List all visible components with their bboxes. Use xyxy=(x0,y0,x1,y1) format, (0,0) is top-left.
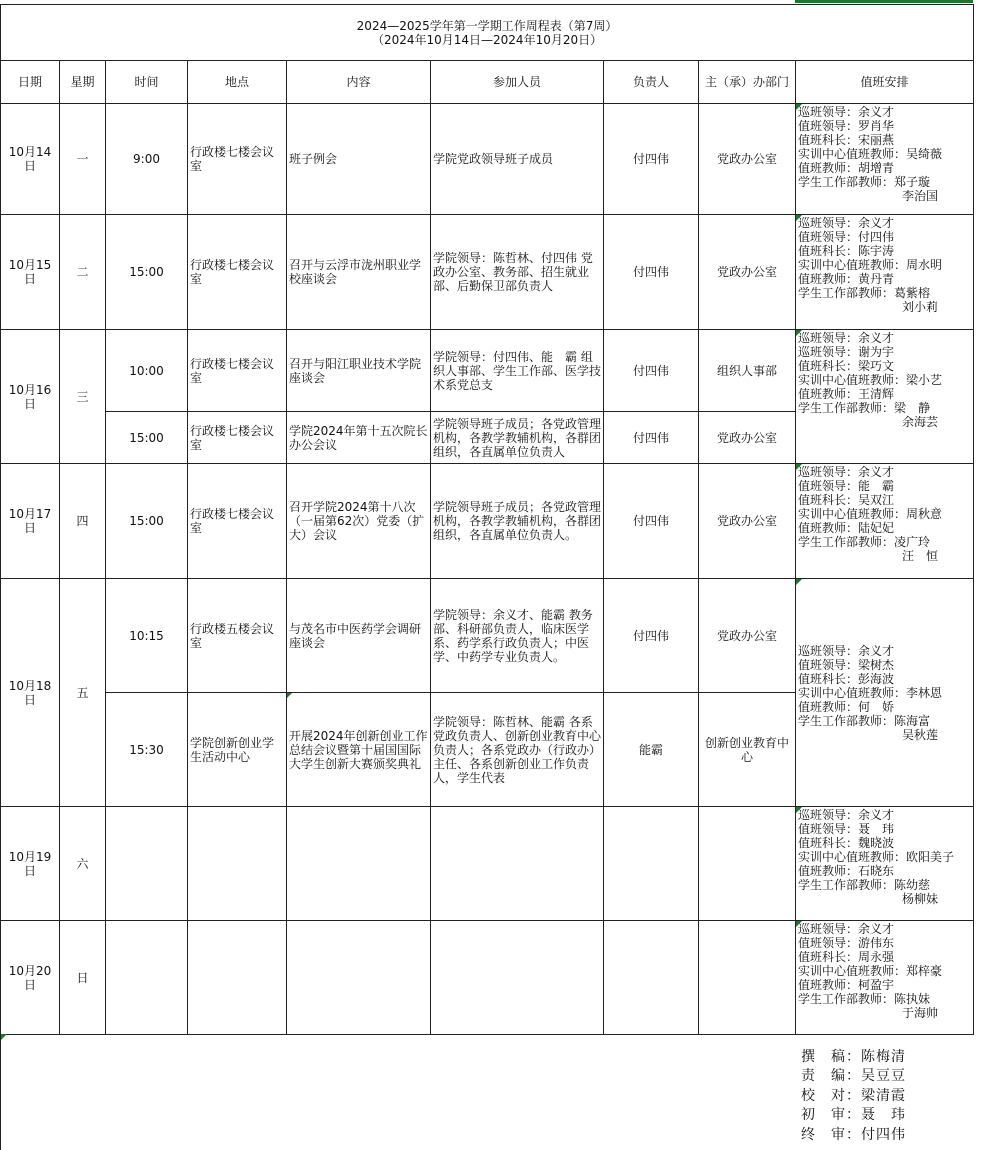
duty-cell xyxy=(796,104,974,215)
duty-line: 值班教师：王清辉 xyxy=(798,387,895,401)
place-cell xyxy=(188,921,287,1035)
place-cell xyxy=(188,807,287,921)
date-cell: 10月19日 xyxy=(1,807,60,921)
credit-role: 责 编 xyxy=(801,1068,846,1085)
content-cell: 召开学院2024第十八次（一届第62次）党委（扩大）会议 xyxy=(287,464,431,579)
duty-line: 值班科长：魏晓波 xyxy=(798,836,895,850)
duty-line: 学生工作部教师：葛紫榕 xyxy=(798,286,931,300)
leader-cell: 付四伟 xyxy=(604,412,699,464)
date-cell: 10月14日 xyxy=(1,104,60,215)
duty-line: 于海帅 xyxy=(902,1006,939,1020)
time-cell: 15:00 xyxy=(106,412,188,464)
comment-marker-icon xyxy=(796,807,802,813)
duty-line: 值班科长：梁巧文 xyxy=(798,359,895,373)
header-date: 日期 xyxy=(1,61,60,104)
duty-line: 余海芸 xyxy=(902,415,939,429)
duty-line: 实训中心值班教师：吴绮薇 xyxy=(798,147,943,161)
weekday-cell: 三 xyxy=(60,330,106,464)
duty-line: 巡班领导：余义才 xyxy=(798,808,895,822)
content-cell: 召开与阳江职业技术学院座谈会 xyxy=(287,330,431,412)
duty-line: 实训中心值班教师：周秋意 xyxy=(798,507,943,521)
date-cell: 10月16日 xyxy=(1,330,60,464)
duty-line: 值班教师：何 娇 xyxy=(798,699,895,714)
duty-line: 学生工作部教师：凌广玲 xyxy=(798,535,931,549)
duty-cell xyxy=(796,464,974,579)
comment-marker-icon xyxy=(796,104,802,110)
table-row xyxy=(1,579,974,693)
editorial-credits xyxy=(801,1048,906,1145)
comment-marker-icon xyxy=(796,215,802,221)
leader-cell: 付四伟 xyxy=(604,464,699,579)
header-dept: 主（承）办部门 xyxy=(699,61,796,104)
dept-cell: 创新创业教育中心 xyxy=(699,693,796,807)
duty-line: 值班领导：梁树杰 xyxy=(798,657,895,672)
leader-cell: 能霸 xyxy=(604,693,699,807)
weekday-cell: 一 xyxy=(60,104,106,215)
comment-marker-icon xyxy=(796,921,802,927)
header-duty: 值班安排 xyxy=(796,61,974,104)
place-cell: 行政楼七楼会议室 xyxy=(188,104,287,215)
duty-line: 巡班领导：余义才 xyxy=(798,922,895,936)
dept-cell: 党政办公室 xyxy=(699,104,796,215)
duty-line: 吴秋莲 xyxy=(902,727,939,742)
content-cell xyxy=(287,921,431,1035)
credit-name: 聂 玮 xyxy=(861,1107,906,1124)
duty-line: 巡班领导：余义才 xyxy=(798,643,895,658)
cell-selection-mark xyxy=(795,0,973,3)
title-line-1: 2024—2025学年第一学期工作周程表（第7周） xyxy=(356,18,618,33)
duty-line: 值班科长：彭海波 xyxy=(798,671,895,686)
duty-line: 值班领导：能 霸 xyxy=(798,479,895,493)
content-cell: 学院2024年第十五次院长办公会议 xyxy=(287,412,431,464)
duty-line: 学生工作部教师：梁 静 xyxy=(798,401,931,415)
participants-cell: 学院领导：陈哲林、付四伟 党政办公室、教务部、招生就业部、后勤保卫部负责人 xyxy=(431,215,604,330)
table-row xyxy=(1,921,974,1035)
credit-role: 校 对 xyxy=(801,1087,846,1104)
dept-cell xyxy=(699,921,796,1035)
place-cell: 行政楼七楼会议室 xyxy=(188,464,287,579)
duty-line: 值班教师：石晓东 xyxy=(798,864,895,878)
header-place: 地点 xyxy=(188,61,287,104)
weekday-cell: 二 xyxy=(60,215,106,330)
duty-line: 学生工作部教师：陈海富 xyxy=(798,713,931,728)
duty-cell xyxy=(796,330,974,464)
dept-cell: 组织人事部 xyxy=(699,330,796,412)
credit-row: 终 审：付四伟 xyxy=(801,1126,906,1143)
table-row xyxy=(1,215,974,330)
header-weekday: 星期 xyxy=(60,61,106,104)
duty-line: 值班领导：游伟东 xyxy=(798,936,895,950)
duty-line: 实训中心值班教师：周水明 xyxy=(798,258,943,272)
duty-line: 实训中心值班教师：李林恩 xyxy=(798,685,943,700)
header-leader: 负责人 xyxy=(604,61,699,104)
duty-cell xyxy=(796,921,974,1035)
duty-line: 巡班领导：余义才 xyxy=(798,465,895,479)
leader-cell: 付四伟 xyxy=(604,330,699,412)
comment-marker-icon xyxy=(796,330,802,336)
date-cell: 10月20日 xyxy=(1,921,60,1035)
time-cell: 10:15 xyxy=(106,579,188,693)
content-cell: 召开与云浮市泷州职业学校座谈会 xyxy=(287,215,431,330)
comment-marker-icon xyxy=(1,1034,7,1040)
content-cell: 班子例会 xyxy=(287,104,431,215)
duty-line: 学生工作部教师：陈执妹 xyxy=(798,992,931,1006)
participants-cell: 学院领导：余义才、能霸 教务部、科研部负责人，临床医学系、药学系行政负责人；中医学、中药学专业负责人。 xyxy=(431,579,604,693)
leader-cell xyxy=(604,807,699,921)
time-cell: 15:00 xyxy=(106,464,188,579)
weekday-cell: 五 xyxy=(60,579,106,807)
duty-line: 巡班领导：谢为宇 xyxy=(798,345,895,359)
credit-name: 付四伟 xyxy=(861,1126,906,1143)
table-row xyxy=(1,464,974,579)
participants-cell: 学院党政领导班子成员 xyxy=(431,104,604,215)
duty-line: 实训中心值班教师：欧阳美子 xyxy=(798,850,955,864)
schedule-title xyxy=(1,5,974,61)
duty-line: 值班科长：周永强 xyxy=(798,950,895,964)
time-cell: 15:00 xyxy=(106,215,188,330)
credit-role: 撰 稿 xyxy=(801,1049,846,1065)
duty-line: 李治国 xyxy=(902,189,939,203)
weekday-cell: 日 xyxy=(60,921,106,1035)
duty-line: 刘小莉 xyxy=(902,300,939,314)
participants-cell xyxy=(431,807,604,921)
duty-line: 实训中心值班教师：郑梓豪 xyxy=(798,964,943,978)
header-participants: 参加人员 xyxy=(431,61,604,104)
place-cell: 行政楼七楼会议室 xyxy=(188,330,287,412)
duty-line: 值班科长：宋丽燕 xyxy=(798,133,895,147)
duty-line: 巡班领导：余义才 xyxy=(798,331,895,345)
comment-marker-icon xyxy=(796,579,802,585)
leader-cell: 付四伟 xyxy=(604,579,699,693)
duty-line: 值班领导：付四伟 xyxy=(798,230,895,244)
credit-row: 责 编：吴豆豆 xyxy=(801,1068,906,1085)
duty-line: 值班教师：胡增青 xyxy=(798,161,895,175)
duty-cell xyxy=(796,807,974,921)
credit-row: 撰 稿：陈梅清 xyxy=(801,1049,906,1065)
table-row xyxy=(1,807,974,921)
date-cell: 10月18日 xyxy=(1,579,60,807)
leader-cell: 付四伟 xyxy=(604,215,699,330)
credit-row: 校 对：梁清霞 xyxy=(801,1087,906,1104)
header-content: 内容 xyxy=(287,61,431,104)
duty-line: 学生工作部教师：陈幼慈 xyxy=(798,878,931,892)
content-text: 开展2024年创新创业工作总结会议暨第十届国国际大学生创新大赛颁奖典礼 xyxy=(289,728,428,771)
place-cell: 学院创新创业学生活动中心 xyxy=(188,693,287,807)
duty-cell xyxy=(796,579,974,807)
duty-cell xyxy=(796,215,974,330)
credit-row: 初 审：聂 玮 xyxy=(801,1107,906,1124)
comment-marker-icon xyxy=(287,693,293,699)
leader-cell: 付四伟 xyxy=(604,104,699,215)
participants-cell xyxy=(431,921,604,1035)
header-time: 时间 xyxy=(106,61,188,104)
participants-cell: 学院领导：付四伟、能 霸 组织人事部、学生工作部、医学技术系党总支 xyxy=(431,330,604,412)
credit-name: 吴豆豆 xyxy=(861,1068,906,1085)
table-row xyxy=(1,330,974,412)
dept-cell xyxy=(699,807,796,921)
duty-line: 实训中心值班教师：梁小艺 xyxy=(798,373,943,387)
leader-cell xyxy=(604,921,699,1035)
duty-line: 值班领导：罗肖华 xyxy=(798,119,895,133)
duty-line: 值班教师：柯盈宇 xyxy=(798,978,895,992)
participants-cell: 学院领导班子成员；各党政管理机构，各教学教辅机构，各群团组织，各直属单位负责人 xyxy=(431,412,604,464)
duty-line: 值班教师：陆妃妃 xyxy=(798,521,895,535)
duty-line: 学生工作部教师：郑子璇 xyxy=(798,175,931,189)
credit-role: 终 审 xyxy=(801,1126,846,1143)
duty-line: 值班科长：陈宇涛 xyxy=(798,244,895,258)
weekly-schedule-table xyxy=(0,4,974,1035)
dept-cell: 党政办公室 xyxy=(699,215,796,330)
time-cell xyxy=(106,921,188,1035)
weekday-cell: 四 xyxy=(60,464,106,579)
duty-line: 汪 恒 xyxy=(902,549,939,563)
duty-line: 值班领导：聂 玮 xyxy=(798,822,895,836)
duty-line: 巡班领导：余义才 xyxy=(798,216,895,230)
dept-cell: 党政办公室 xyxy=(699,412,796,464)
place-cell: 行政楼五楼会议室 xyxy=(188,579,287,693)
duty-line: 巡班领导：余义才 xyxy=(798,105,895,119)
duty-line: 值班科长：吴双江 xyxy=(798,493,895,507)
participants-cell: 学院领导：陈哲林、能霸 各系党政负责人、创新创业教育中心负责人；各系党政办（行政办）主任、各系创新创业工作负责人，学生代表 xyxy=(431,693,604,807)
content-cell: 与茂名市中医药学会调研座谈会 xyxy=(287,579,431,693)
time-cell: 15:30 xyxy=(106,693,188,807)
date-cell: 10月15日 xyxy=(1,215,60,330)
credit-name: 陈梅清 xyxy=(861,1049,906,1065)
footer-border xyxy=(0,1034,1,1150)
time-cell: 10:00 xyxy=(106,330,188,412)
table-row xyxy=(1,104,974,215)
credit-role: 初 审 xyxy=(801,1107,846,1124)
duty-line: 值班教师：黄丹青 xyxy=(798,272,895,286)
date-cell: 10月17日 xyxy=(1,464,60,579)
dept-cell: 党政办公室 xyxy=(699,579,796,693)
header-row xyxy=(1,61,974,104)
time-cell: 9:00 xyxy=(106,104,188,215)
place-cell: 行政楼七楼会议室 xyxy=(188,215,287,330)
duty-line: 杨柳妹 xyxy=(902,892,939,906)
place-cell: 行政楼七楼会议室 xyxy=(188,412,287,464)
credit-name: 梁清霞 xyxy=(861,1087,906,1104)
title-line-2: （2024年10月14日—2024年10月20日） xyxy=(371,32,603,47)
content-cell xyxy=(287,807,431,921)
weekday-cell: 六 xyxy=(60,807,106,921)
participants-cell: 学院领导班子成员；各党政管理机构，各教学教辅机构，各群团组织，各直属单位负责人。 xyxy=(431,464,604,579)
comment-marker-icon xyxy=(796,464,802,470)
dept-cell: 党政办公室 xyxy=(699,464,796,579)
time-cell xyxy=(106,807,188,921)
content-cell xyxy=(287,693,431,807)
